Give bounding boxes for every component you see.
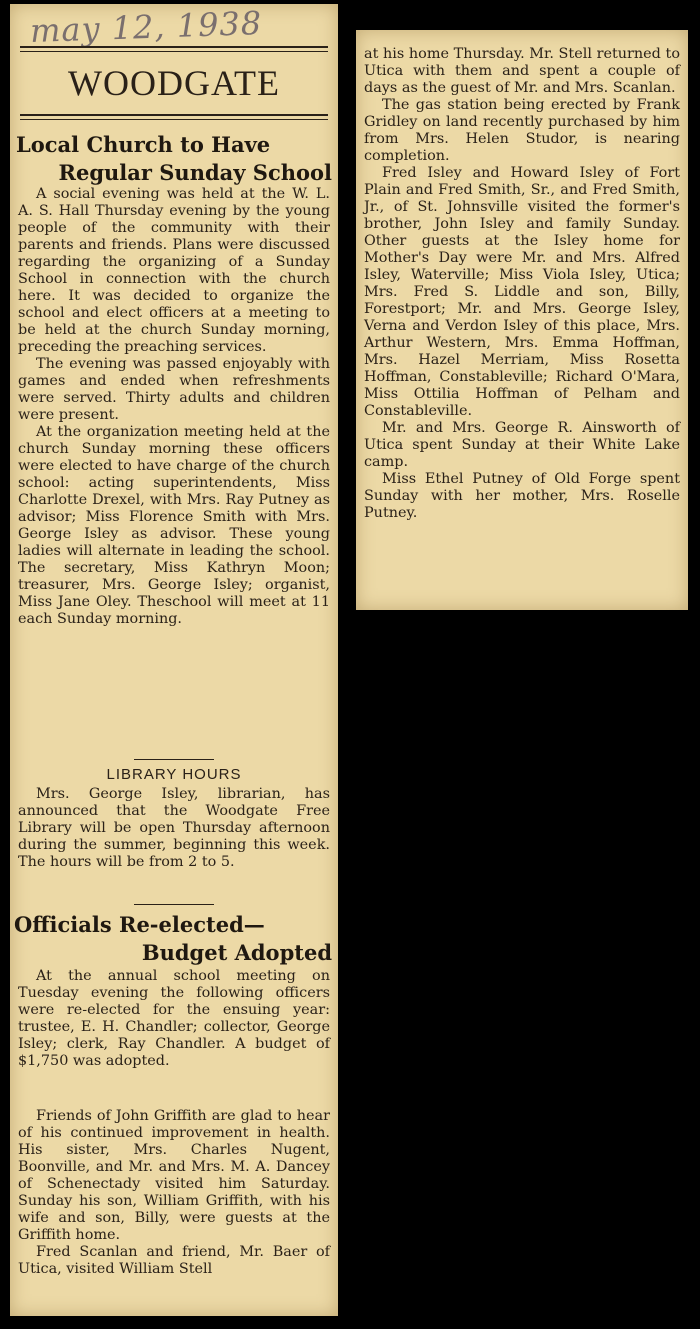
clipping-right (356, 30, 688, 610)
headline-officials-line2: Budget Adopted (141, 940, 332, 965)
right-column-body (364, 46, 680, 522)
article-church-body (18, 186, 330, 628)
article-officials-body (18, 968, 330, 1070)
article-paragraph: A social evening was held at the W. L. A. S. Hall Thursday evening by the young people of the community with their parents and friends. Plans were discussed regarding the organizing of a Sunday School in connection with the church here. It was decided to organize the school and elect officers at a meeting to be held at the church Sunday morning, preceding the preaching services. (18, 186, 330, 355)
masthead-rule-bottom-thin (20, 119, 328, 120)
masthead-rule-top (20, 46, 328, 48)
article-paragraph: Fred Scanlan and friend, Mr. Baer of Utica, visited William Stell (18, 1244, 330, 1277)
article-library-body (18, 786, 330, 871)
article-paragraph: Miss Ethel Putney of Old Forge spent Sunday with her mother, Mrs. Roselle Putney. (364, 471, 680, 521)
clipping-left (10, 4, 338, 1316)
handwritten-date: may 12, 1938 (29, 3, 263, 51)
article-paragraph: At the annual school meeting on Tuesday evening the following officers were re-elected for the ensuing year: trustee, E. H. Chandler; collector, George Isley; clerk, Ray Chandler. A budget of $1,750 was adopted. (18, 968, 330, 1069)
article-paragraph: Mr. and Mrs. George R. Ainsworth of Utica spent Sunday at their White Lake camp. (364, 420, 680, 470)
article-paragraph: at his home Thursday. Mr. Stell returned to Utica with them and spent a couple of days as the guest of Mr. and Mrs. Scanlan. (364, 46, 680, 96)
article-paragraph: Mrs. George Isley, librarian, has announced that the Woodgate Free Library will be open Thursday afternoon during the summer, beginning this week. The hours will be from 2 to 5. (18, 786, 330, 870)
article-paragraph: The evening was passed enjoyably with games and ended when refreshments were served. Thirty adults and children were present. (18, 356, 330, 423)
masthead-rule-top-thin (20, 51, 328, 52)
subhead-library: LIBRARY HOURS (106, 766, 242, 783)
article-paragraph: The gas station being erected by Frank Gridley on land recently purchased by him from Mrs. Helen Studor, is nearing completion. (364, 97, 680, 164)
masthead: WOODGATE (68, 63, 280, 103)
divider (134, 759, 214, 760)
masthead-rule-bottom (20, 114, 328, 116)
headline-church-line1: Local Church to Have (16, 132, 271, 157)
article-paragraph: At the organization meeting held at the church Sunday morning these officers were elected to have charge of the church school: acting superintendents, Miss Charlotte Drexel, with Mrs. Ray Putney as advisor; Miss Florence Smith with Mrs. George Isley as advisor. These young ladies will alternate in leading the school. The secretary, Miss Kathryn Moon; treasurer, Mrs. George Isley; organist, Miss Jane Oley. Theschool will meet at 11 each Sunday morning. (18, 424, 330, 627)
article-paragraph: Friends of John Griffith are glad to hear of his continued improvement in health. His sister, Mrs. Charles Nugent, Boonville, and Mr. and Mrs. M. A. Dancey of Schenectady visited him Saturday. Sunday his son, William Griffith, with his wife and son, Billy, were guests at the Griffith home. (18, 1108, 330, 1243)
article-paragraph: Fred Isley and Howard Isley of Fort Plain and Fred Smith, Sr., and Fred Smith, Jr., of St. Johnsville visited the former's brother, John Isley and family Sunday. Other guests at the Isley home for Mother's Day were Mr. and Mrs. Alfred Isley, Waterville; Miss Viola Isley, Utica; Mrs. Fred S. Liddle and son, Billy, Forestport; Mr. and Mrs. George Isley, Verna and Verdon Isley of this place, Mrs. Arthur Western, Mrs. Emma Hoffman, Mrs. Hazel Merriam, Miss Rosetta Hoffman, Constableville; Richard O'Mara, Miss Ottilia Hoffman of Pelham and Constableville. (364, 165, 680, 419)
divider (134, 904, 214, 905)
headline-officials-line1: Officials Re-elected— (14, 912, 265, 937)
article-griffith-body (18, 1108, 330, 1278)
headline-church-line2: Regular Sunday School (58, 160, 332, 185)
